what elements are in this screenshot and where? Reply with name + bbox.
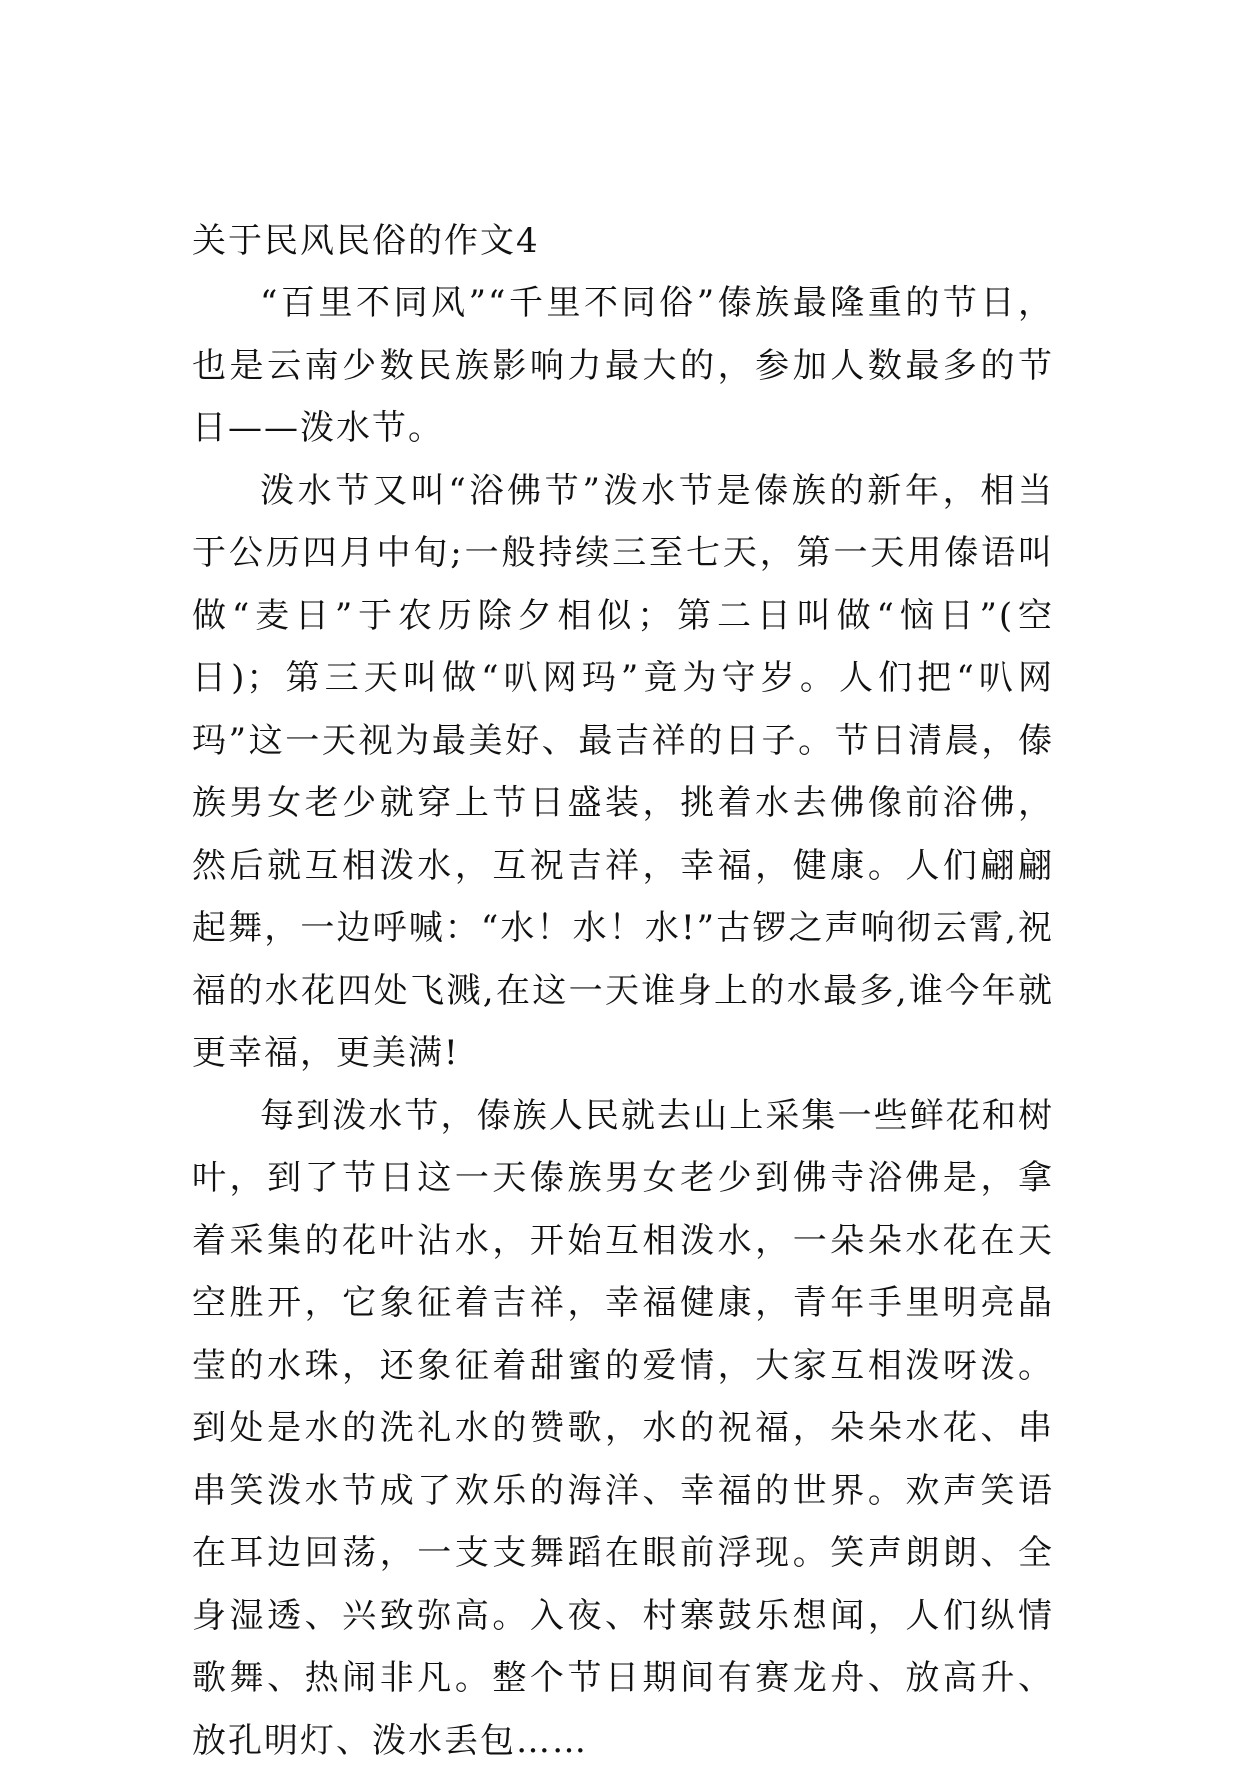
paragraph-intro: “百里不同风”“千里不同俗”傣族最隆重的节日，也是云南少数民族影响力最大的，参加人数最多的节日——泼水节。: [192, 272, 1054, 460]
paragraph-festival-description: 泼水节又叫“浴佛节”泼水节是傣族的新年，相当于公历四月中旬;一般持续三至七天，第一天用傣语叫做“麦日”于农历除夕相似；第二日叫做“恼日”(空日)；第三天叫做“叭网玛”竟为守岁。人们把“叭网玛”这一天视为最美好、最吉祥的日子。节日清晨，傣族男女老少就穿上节日盛装，挑着水去佛像前浴佛，然后就互相泼水，互祝吉祥，幸福，健康。人们翩翩起舞，一边呼喊：“水！水！水!”古锣之声响彻云霄,祝福的水花四处飞溅,在这一天谁身上的水最多,谁今年就更幸福，更美满!: [192, 460, 1054, 1085]
document-title: 关于民风民俗的作文4: [192, 210, 1054, 272]
document-body: [192, 210, 1054, 1772]
paragraph-festival-celebration: 每到泼水节，傣族人民就去山上采集一些鲜花和树叶，到了节日这一天傣族男女老少到佛寺浴佛是，拿着采集的花叶沾水，开始互相泼水，一朵朵水花在天空胜开，它象征着吉祥，幸福健康，青年手里明亮晶莹的水珠，还象征着甜蜜的爱情，大家互相泼呀泼。到处是水的洗礼水的赞歌，水的祝福，朵朵水花、串串笑泼水节成了欢乐的海洋、幸福的世界。欢声笑语在耳边回荡，一支支舞蹈在眼前浮现。笑声朗朗、全身湿透、兴致弥高。入夜、村寨鼓乐想闻，人们纵情歌舞、热闹非凡。整个节日期间有赛龙舟、放高升、放孔明灯、泼水丢包……: [192, 1085, 1054, 1772]
